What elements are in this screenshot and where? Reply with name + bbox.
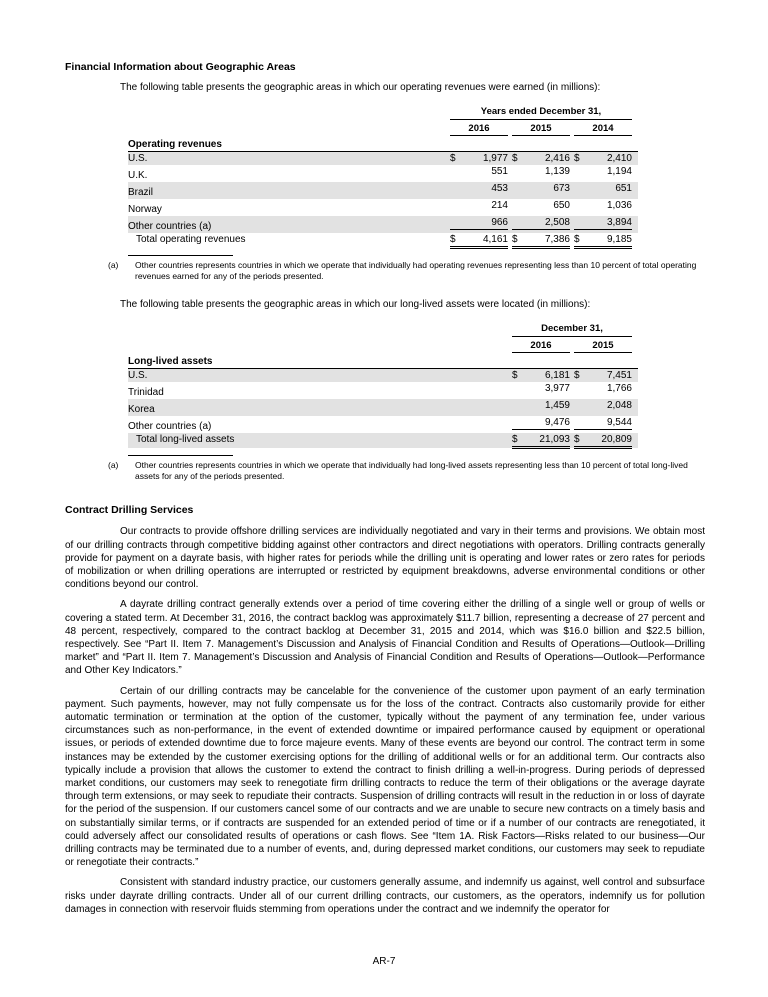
value-cell-group [574,199,632,212]
dollar-spacer [574,199,588,212]
dollar-spacer [512,382,526,395]
section-heading-geographic-areas: Financial Information about Geographic Areas [65,61,296,73]
paragraph-indemnification: Consistent with standard industry practice, our customers generally assume, and indemnify us against, well control and subsurface risks under dayrate drilling contracts. Under all of our current drilling contracts, our customers, as the operators, indemnify us for pollution damages in connection with reservoir fluids stemming from operations under the contract and we indemnify the operator for [65,877,705,915]
footnote-marker: (a) [108,460,119,471]
table-row [128,382,638,399]
value-cell-group [450,152,508,165]
value-cell-group [512,233,570,249]
row-label: Other countries (a) [128,221,212,233]
value-cell-group [512,433,570,449]
table-total-row [128,433,638,448]
cell-value: 4,161 [482,234,508,246]
table-total-row [128,233,638,248]
cell-value: 966 [491,217,508,229]
footnote-block-revenues [65,255,705,282]
value-cell-group [512,399,570,412]
table-row [128,165,638,182]
row-label: U.S. [128,370,148,382]
value-cell-group [450,165,508,178]
value-cell-group [512,382,570,395]
cell-value: 3,894 [606,217,632,229]
cell-value: 453 [491,183,508,195]
dollar-spacer [512,182,526,195]
value-cell-group [450,233,508,249]
dollar-spacer [450,199,464,212]
dollar-spacer [574,165,588,178]
row-label: U.S. [128,153,148,165]
dollar-sign: $ [512,370,518,382]
value-cell-group [574,216,632,230]
value-cell-group [450,182,508,195]
paragraph-contracts-negotiated: Our contracts to provide offshore drilling services are individually negotiated and vary in their terms and provisions. We obtain most of our drilling contracts through competitive bidding against other contractors and direct negotiations with operators. Drilling contracts generally provide for payment on a dayrate basis, with higher rates for periods while the drilling unit is operating and lower rates or zero rates for periods of mobilization or when drilling operations are interrupted or restricted by equipment breakdowns, adverse environmental conditions or other conditions beyond our control. [65,526,705,591]
row-label: Total operating revenues [136,234,246,246]
value-cell-group [450,199,508,212]
row-label: Norway [128,204,162,216]
table-row [128,182,638,199]
page-number: AR-7 [372,956,396,967]
dollar-spacer [450,165,464,178]
dollar-sign: $ [574,153,580,165]
value-cell-group [512,369,570,382]
cell-value: 1,766 [606,383,632,395]
cell-value: 2,048 [606,400,632,412]
dollar-spacer [574,382,588,395]
value-cell-group [512,152,570,165]
table-row [128,399,638,416]
cell-value: 551 [491,166,508,178]
dollar-sign: $ [574,434,580,446]
table-row [128,369,638,382]
column-header: 2015 [574,339,632,353]
cell-value: 20,809 [601,434,632,446]
table-row [128,152,638,165]
dollar-spacer [512,165,526,178]
cell-value: 9,185 [606,234,632,246]
value-cell-group [574,182,632,195]
value-cell-group [574,382,632,395]
value-cell-group [512,199,570,212]
group-label: Long-lived assets [128,356,213,368]
dollar-sign: $ [450,234,456,246]
cell-value: 1,459 [544,400,570,412]
table-spanner-header: Years ended December 31, [450,105,632,120]
dollar-spacer [450,182,464,195]
cell-value: 7,386 [544,234,570,246]
column-header: 2014 [574,122,632,136]
footnote-divider [128,455,233,456]
table-row [128,416,638,433]
value-cell-group [574,152,632,165]
section-heading-contract-drilling: Contract Drilling Services [65,504,194,517]
cell-value: 9,476 [544,417,570,429]
row-label: Brazil [128,187,154,199]
dollar-spacer [512,216,526,229]
dollar-sign: $ [512,234,518,246]
value-cell-group [512,216,570,230]
cell-value: 214 [491,200,508,212]
group-label: Operating revenues [128,139,222,151]
footnote-revenues [65,260,705,282]
row-label: U.K. [128,170,148,182]
cell-value: 9,544 [606,417,632,429]
cell-value: 1,036 [606,200,632,212]
value-cell-group [574,399,632,412]
table-group-label-row [128,138,638,152]
row-label: Korea [128,404,155,416]
table-spanner-header: December 31, [512,322,632,337]
column-header: 2015 [512,122,570,136]
cell-value: 1,194 [606,166,632,178]
dollar-spacer [574,216,588,229]
intro-long-lived-assets: The following table presents the geographic areas in which our long-lived assets were located (in millions): [120,299,591,311]
footnote-block-assets [65,455,705,482]
footnote-marker: (a) [108,260,119,271]
paragraph-dayrate-backlog: A dayrate drilling contract generally extends over a period of time covering either the drilling of a single well or group of wells or covering a stated term. At December 31, 2016, the contract backlog was approximately $11.7 billion, representing a decrease of 27 percent and 48 percent, respectively, compared to the contract backlog at December 31, 2015 and 2014, which was $16.0 billion and $22.5 billion, respectively. See “Part II. Item 7. Management’s Discussion and Analysis of Financial Condition and Results of Operations—Outlook—Drilling market” and “Part II. Item 7. Management’s Discussion and Analysis of Financial Condition and Results of Operations—Outlook—Performance and Other Key Indicators.” [65,599,705,677]
dollar-sign: $ [450,153,456,165]
row-label: Trinidad [128,387,164,399]
cell-value: 3,977 [544,383,570,395]
value-cell-group [574,416,632,430]
dollar-spacer [574,416,588,429]
table-group-label-row [128,355,638,369]
footnote-divider [128,255,233,256]
table-row [128,199,638,216]
dollar-sign: $ [512,434,518,446]
dollar-spacer [512,199,526,212]
footnote-assets [65,460,705,482]
cell-value: 651 [615,183,632,195]
cell-value: 21,093 [539,434,570,446]
long-lived-assets-table [128,322,638,448]
dollar-spacer [512,416,526,429]
value-cell-group [574,433,632,449]
cell-value: 2,410 [606,153,632,165]
value-cell-group [574,369,632,382]
dollar-sign: $ [574,370,580,382]
value-cell-group [450,216,508,230]
value-cell-group [512,165,570,178]
cell-value: 673 [553,183,570,195]
cell-value: 6,181 [544,370,570,382]
dollar-spacer [574,182,588,195]
value-cell-group [512,416,570,430]
operating-revenues-table [128,105,638,248]
dollar-spacer [574,399,588,412]
table-row [128,216,638,233]
dollar-spacer [450,216,464,229]
cell-value: 7,451 [606,370,632,382]
cell-value: 650 [553,200,570,212]
value-cell-group [574,165,632,178]
row-label: Total long-lived assets [136,434,235,446]
cell-value: 1,977 [482,153,508,165]
cell-value: 2,508 [544,217,570,229]
column-header: 2016 [450,122,508,136]
footnote-text: Other countries represents countries in which we operate that individually had operating revenues representing less than 10 percent of total operating revenues earned for any of the periods presented. [135,260,697,282]
value-cell-group [512,182,570,195]
dollar-spacer [512,399,526,412]
footnote-text: Other countries represents countries in which we operate that individually had long-lived assets representing less than 10 percent of total long-lived assets for any of the periods presented. [135,460,688,482]
cell-value: 2,416 [544,153,570,165]
paragraph-cancellation-terms: Certain of our drilling contracts may be cancelable for the convenience of the customer upon payment of an early termination payment. Such payments, however, may not fully compensate us for the loss of the contract. Contracts also customarily provide for either automatic termination or termination at the option of the customer, typically without the payment of any termination fee, under various circumstances such as non-performance, in the event of extended downtime or impaired performance caused by equipment or operational issues, or periods of extended downtime due to force majeure events. Many of these events are beyond our control. The contract term in some instances may be extended by the customer exercising options for the drilling of additional wells or for an additional term. Our contracts also typically include a provision that allows the customer to extend the contract to finish drilling a well-in-progress. During periods of depressed market conditions, our customers may seek to renegotiate firm drilling contracts to reduce the term of their obligations or the average dayrate through term extensions, or may seek to repudiate their contracts. Suspension of drilling contracts will result in the reduction in or loss of dayrate for the period of the suspension. If our customers cancel some of our contracts and we are unable to secure new contracts on a timely basis and on substantially similar terms, or if contracts are suspended for an extended period of time or if a number of our contracts are renegotiated, it could adversely affect our consolidated results of operations or cash flows. See “Item 1A. Risk Factors—Risks related to our business—Our drilling contracts may be terminated due to a number of events, and, during depressed market conditions, our customers may seek to repudiate or renegotiate their contracts.” [65,685,705,869]
row-label: Other countries (a) [128,421,212,433]
dollar-sign: $ [574,234,580,246]
cell-value: 1,139 [544,166,570,178]
column-header: 2016 [512,339,570,353]
value-cell-group [574,233,632,249]
intro-operating-revenues: The following table presents the geographic areas in which our operating revenues were earned (in millions): [120,82,601,93]
dollar-sign: $ [512,153,518,165]
